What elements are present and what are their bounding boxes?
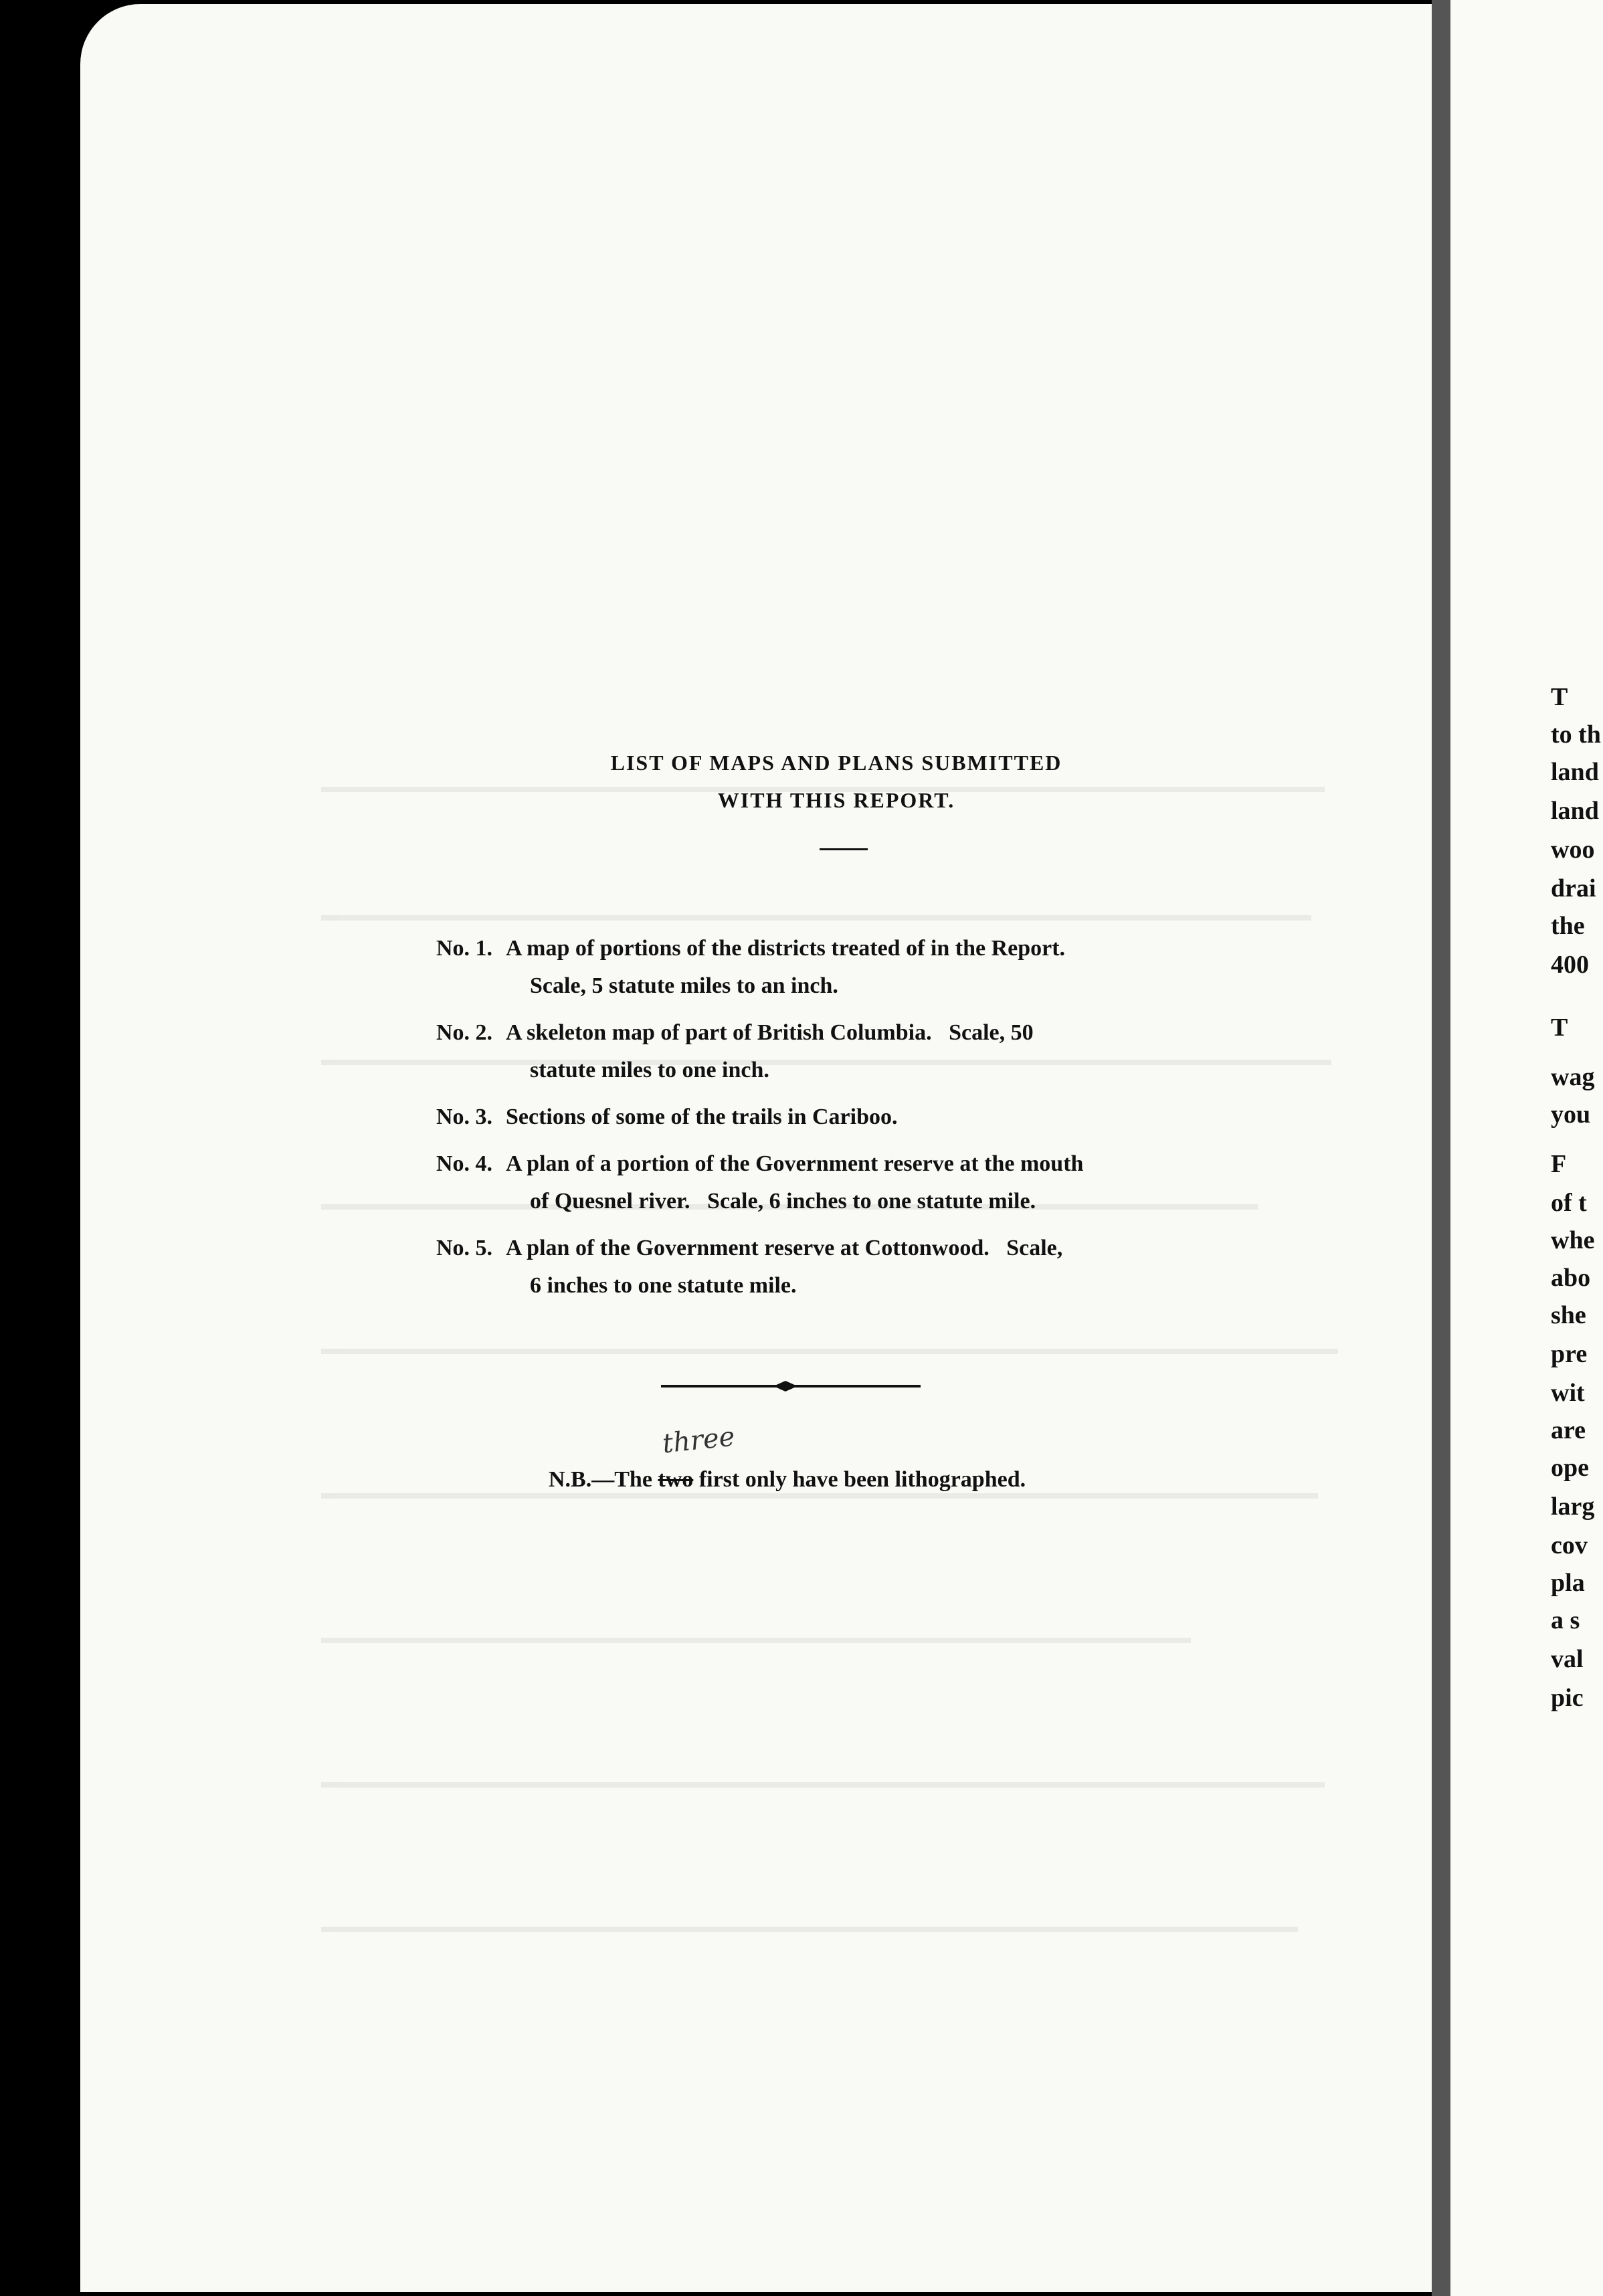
facing-line-fragment: T [1551,1014,1568,1042]
facing-line-fragment: she [1551,1301,1586,1329]
list-item [436,1098,1239,1136]
facing-line-fragment: wit [1551,1379,1585,1407]
facing-line-fragment: you [1551,1101,1591,1129]
map-description-line: of Quesnel river. Scale, 6 inches to one statute mile. [530,1189,1036,1214]
map-number: No. 4. [436,1151,493,1176]
list-heading [468,744,1204,819]
facing-line-fragment: abo [1551,1264,1591,1292]
list-item [436,1014,1239,1089]
facing-line-fragment: the [1551,912,1585,940]
map-number: No. 5. [436,1236,493,1260]
map-description-line: A plan of the Government reserve at Cottonwood. Scale, [506,1236,1063,1260]
map-description-line: A plan of a portion of the Government reserve at the mouth [506,1151,1084,1176]
facing-line-fragment: ope [1551,1454,1589,1482]
map-number: No. 1. [436,936,493,961]
lithograph-note [549,1461,1026,1499]
ornamental-rule [661,1378,921,1394]
map-description-line: Scale, 5 statute miles to an inch. [530,973,838,998]
heading-line-2: WITH THIS REPORT. [717,788,955,812]
facing-line-fragment: drai [1551,874,1596,902]
facing-line-fragment: val [1551,1645,1584,1673]
page-gutter [1432,0,1450,2296]
facing-line-fragment: land [1551,758,1599,786]
heading-rule [820,848,868,850]
map-description-line: A skeleton map of part of British Columbia. Scale, 50 [506,1020,1034,1045]
facing-line-fragment: whe [1551,1226,1595,1254]
facing-line-fragment: pre [1551,1340,1588,1368]
facing-line-fragment: of t [1551,1189,1587,1217]
facing-line-fragment: land [1551,797,1599,825]
facing-line-fragment: T [1551,683,1568,711]
list-item [436,1145,1239,1220]
facing-line-fragment: F [1551,1150,1567,1178]
maps-list [436,930,1239,1314]
map-description-line: Sections of some of the trails in Cariboo. [506,1105,898,1129]
facing-line-fragment: wag [1551,1063,1595,1091]
note-prefix: N.B.—The [549,1467,658,1492]
facing-line-fragment: 400 [1551,951,1589,979]
handwritten-correction: three [660,1421,737,1460]
list-item [436,930,1239,1005]
map-description-line: A map of portions of the districts treated of in the Report. [506,936,1066,961]
list-item [436,1230,1239,1305]
heading-line-1: LIST OF MAPS AND PLANS SUBMITTED [610,751,1062,775]
map-number: No. 2. [436,1020,493,1045]
facing-line-fragment: larg [1551,1493,1595,1521]
note-suffix: first only have been lithographed. [693,1467,1026,1492]
facing-line-fragment: to th [1551,721,1601,749]
facing-line-fragment: woo [1551,836,1595,864]
facing-line-fragment: cov [1551,1531,1588,1559]
facing-line-fragment: pic [1551,1684,1584,1712]
struck-word: two [658,1467,694,1492]
facing-line-fragment: are [1551,1416,1586,1444]
map-description-line: statute miles to one inch. [530,1058,769,1082]
facing-line-fragment: pla [1551,1569,1585,1597]
map-description-line: 6 inches to one statute mile. [530,1273,797,1298]
facing-line-fragment: a s [1551,1606,1580,1634]
map-number: No. 3. [436,1105,493,1129]
